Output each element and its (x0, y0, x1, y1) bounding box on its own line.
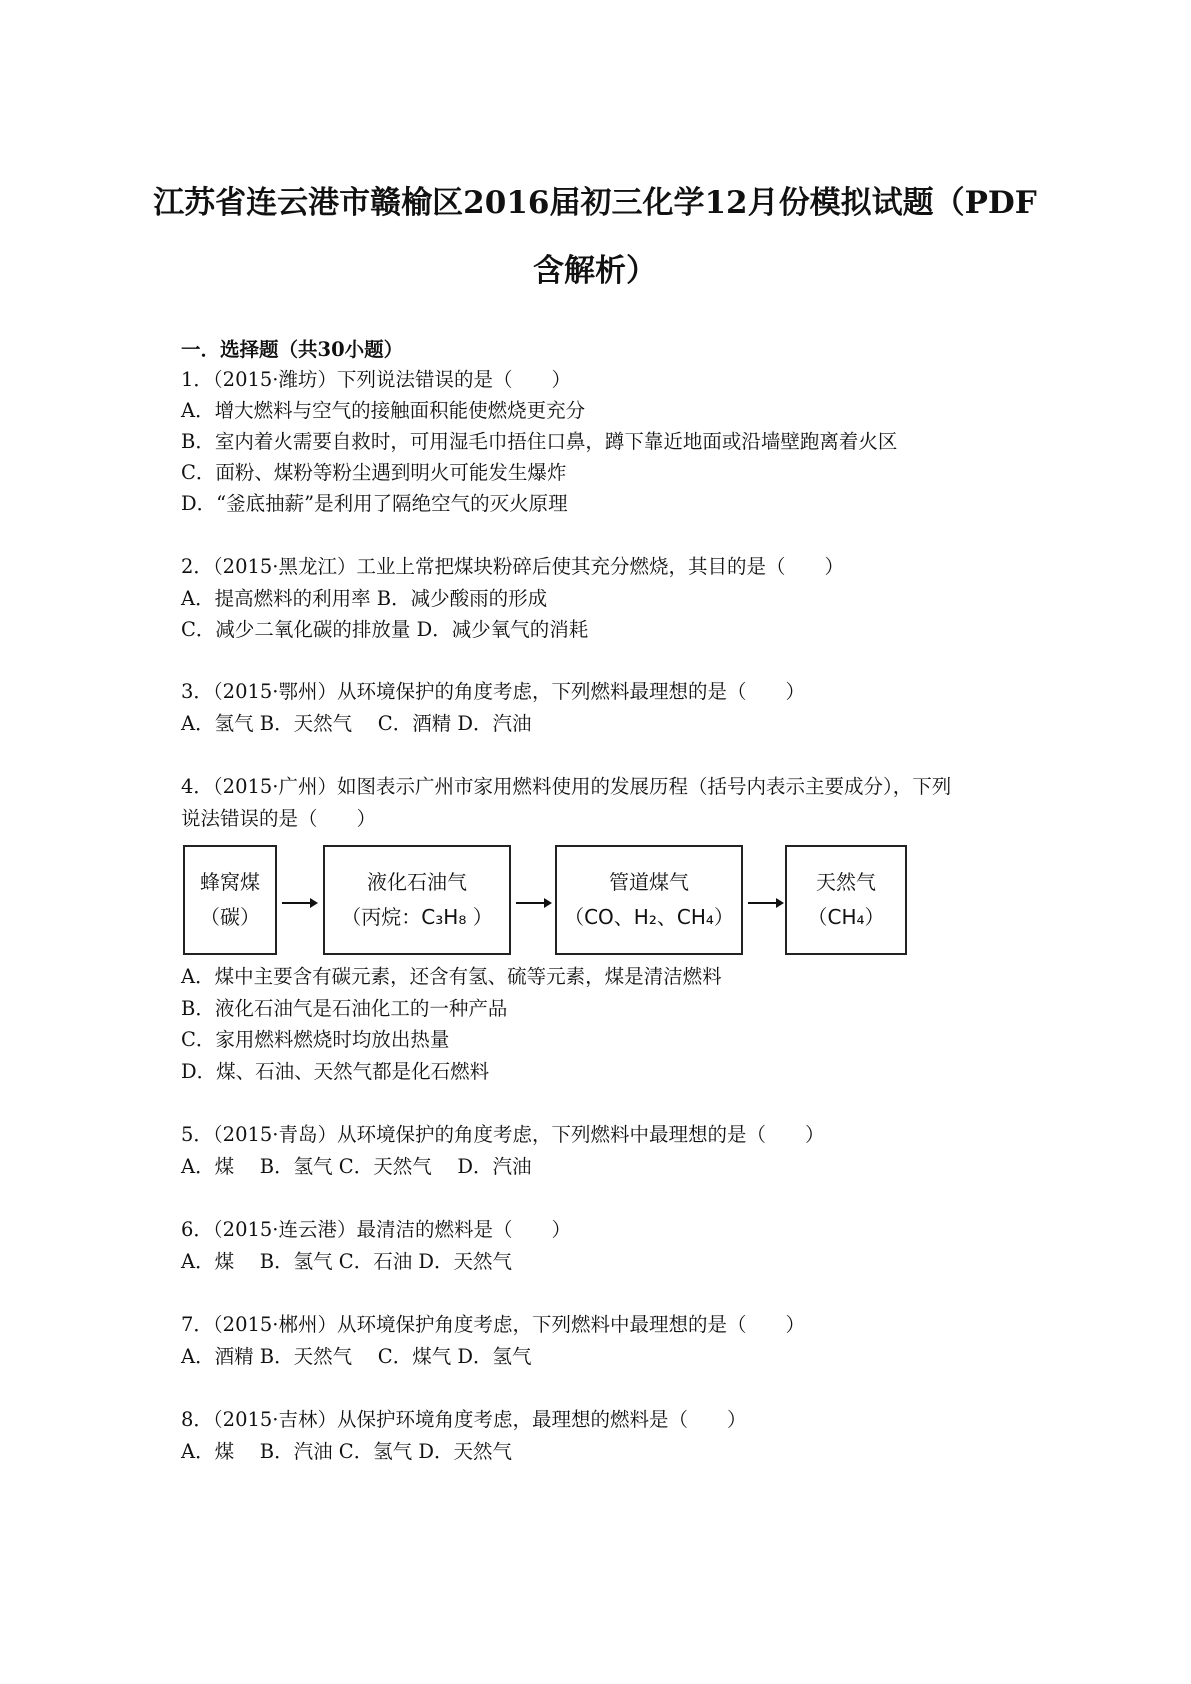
question-1-option-b: B．室内着火需要自救时，可用湿毛巾捂住口鼻，蹲下靠近地面或沿墙壁跑离着火区 (181, 430, 898, 453)
question-3-options: A．氢气 B．天然气 C．酒精 D．汽油 (181, 712, 532, 735)
fuel-box-pipeline-gas (555, 845, 743, 955)
fuel-name: 天然气 (816, 870, 876, 894)
fuel-box-honeycomb-coal (183, 845, 277, 955)
arrow-right-icon (514, 895, 554, 911)
fuel-formula: （丙烷：C₃H₈ ） (341, 905, 493, 929)
question-7-stem: 7．（2015·郴州）从环境保护角度考虑，下列燃料中最理想的是（ ） (181, 1313, 805, 1336)
question-8-stem: 8．（2015·吉林）从保护环境角度考虑，最理想的燃料是（ ） (181, 1408, 747, 1431)
question-4-option-a: A．煤中主要含有碳元素，还含有氢、硫等元素，煤是清洁燃料 (181, 965, 722, 988)
fuel-formula: （CH₄） (807, 905, 885, 929)
fuel-name: 管道煤气 (609, 870, 689, 894)
fuel-name: 蜂窝煤 (200, 870, 260, 894)
fuel-box-natural-gas (785, 845, 907, 955)
fuel-formula: （CO、H₂、CH₄） (564, 905, 734, 929)
question-6-stem: 6．（2015·连云港）最清洁的燃料是（ ） (181, 1218, 571, 1241)
question-2-options-cd: C．减少二氧化碳的排放量 D．减少氧气的消耗 (181, 618, 589, 641)
question-8-options: A．煤 B．汽油 C．氢气 D．天然气 (181, 1440, 513, 1463)
document-title-line-1: 江苏省连云港市赣榆区2016届初三化学12月份模拟试题（PDF (153, 185, 1037, 221)
question-4-option-c: C．家用燃料燃烧时均放出热量 (181, 1028, 450, 1051)
question-2-options-ab: A．提高燃料的利用率 B．减少酸雨的形成 (181, 587, 548, 610)
question-4-option-d: D．煤、石油、天然气都是化石燃料 (181, 1060, 490, 1083)
document-title-line-2: 含解析） (533, 253, 657, 289)
fuel-box-lpg (323, 845, 511, 955)
question-7-options: A．酒精 B．天然气 C．煤气 D．氢气 (181, 1345, 532, 1368)
arrow-right-icon (280, 895, 320, 911)
fuel-name: 液化石油气 (367, 870, 467, 894)
question-1-stem: 1．（2015·潍坊）下列说法错误的是（ ） (181, 368, 571, 391)
fuel-formula: （碳） (200, 905, 260, 929)
arrow-right-icon (746, 895, 786, 911)
question-4-stem-continued: 说法错误的是（ ） (181, 807, 377, 830)
question-6-options: A．煤 B．氢气 C．石油 D．天然气 (181, 1250, 513, 1273)
question-5-stem: 5．（2015·青岛）从环境保护的角度考虑，下列燃料中最理想的是（ ） (181, 1123, 825, 1146)
question-1-option-d: D．“釜底抽薪”是利用了隔绝空气的灭火原理 (181, 492, 568, 515)
question-4-option-b: B．液化石油气是石油化工的一种产品 (181, 997, 508, 1020)
question-1-option-c: C．面粉、煤粉等粉尘遇到明火可能发生爆炸 (181, 461, 567, 484)
question-4-stem: 4．（2015·广州）如图表示广州市家用燃料使用的发展历程（括号内表示主要成分），下列 (181, 775, 952, 798)
question-5-options: A．煤 B．氢气 C．天然气 D．汽油 (181, 1155, 532, 1178)
question-3-stem: 3．（2015·鄂州）从环境保护的角度考虑，下列燃料最理想的是（ ） (181, 680, 805, 703)
question-2-stem: 2．（2015·黑龙江）工业上常把煤块粉碎后使其充分燃烧，其目的是（ ） (181, 555, 844, 578)
section-heading: 一．选择题（共30小题） (181, 338, 404, 361)
question-1-option-a: A．增大燃料与空气的接触面积能使燃烧更充分 (181, 399, 586, 422)
